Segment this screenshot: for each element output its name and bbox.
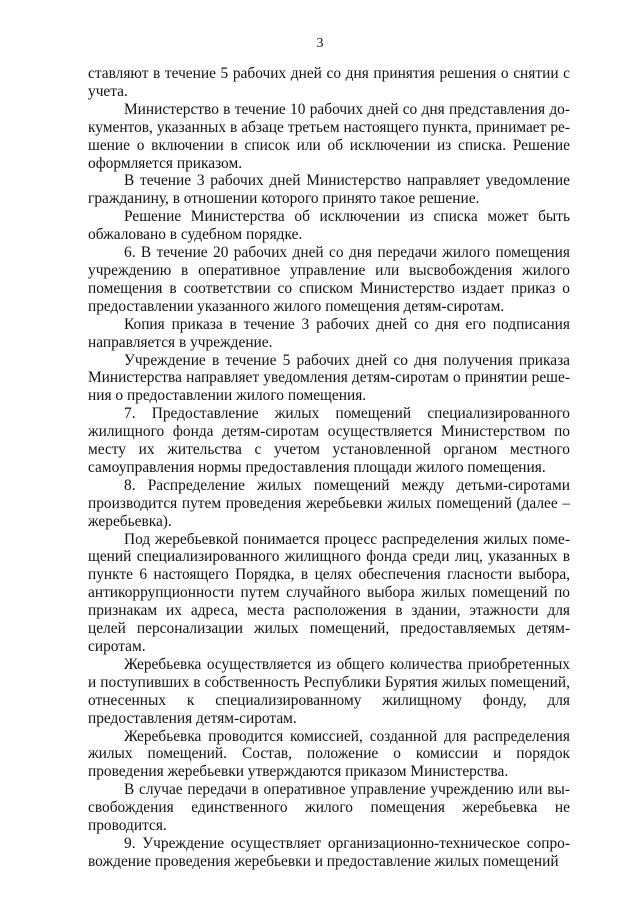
paragraph-item-7: 7. Предоставление жилых помещений специализированного жилищного фонда детям-сиротам осуществляется Министерством по месту их жительства с учетом установленной органом местного самоуправления нормы предоставления площади жилого помещения. — [88, 405, 570, 476]
paragraph: Жеребьевка проводится комиссией, созданной для распределения жилых помещений. Состав, положение о комиссии и порядок проведения жеребьевки утверждаются приказом Министерства. — [88, 727, 570, 781]
paragraph: Под жеребьевкой понимается процесс распределения жилых помещений специализированного жилищного фонда среди лиц, указанных в пункте 6 настоящего Порядка, в целях обеспечения гласности выбора, антикоррупционности путем случайного выбора жилых помещений по признакам их адреса, места расположения в здании, этажности для целей персонализации жилых помещений, предоставляемых детям-сиротам. — [88, 530, 570, 655]
page-number: 3 — [316, 36, 324, 51]
paragraph: Решение Министерства об исключении из списка может быть обжаловано в судебном порядке. — [88, 208, 570, 244]
paragraph: В случае передачи в оперативное управление учреждению или высвобождения единственного жилого помещения жеребьевка не проводится. — [88, 781, 570, 835]
paragraph-item-9: 9. Учреждение осуществляет организационно-техническое сопровождение проведения жеребьевки и предоставление жилых помещений — [88, 834, 570, 870]
paragraph-continuation: ставляют в течение 5 рабочих дней со дня принятия решения о снятии с учета. — [88, 65, 570, 100]
paragraph: Копия приказа в течение 3 рабочих дней со дня его подписания направляется в учреждение. — [88, 315, 570, 351]
paragraph: В течение 3 рабочих дней Министерство направляет уведомление гражданину, в отношении которого принято такое решение. — [88, 172, 570, 208]
document-body — [88, 65, 570, 871]
paragraph: Учреждение в течение 5 рабочих дней со дня получения приказа Министерства направляет уведомления детям-сиротам о принятии решения о предоставлении жилого помещения. — [88, 351, 570, 405]
paragraph-item-8: 8. Распределение жилых помещений между детьми-сиротами производится путем проведения жеребьевки жилых помещений (далее – жеребьевка). — [88, 476, 570, 530]
paragraph-item-6: 6. В течение 20 рабочих дней со дня передачи жилого помещения учреждению в оперативное управление или высвобождения жилого помещения в соответствии со списком Министерство издает приказ о предоставлении указанного жилого помещения детям-сиротам. — [88, 244, 570, 315]
paragraph: Министерство в течение 10 рабочих дней со дня представления документов, указанных в абзаце третьем настоящего пункта, принимает решение о включении в список или об исключении из списка. Решение оформляется приказом. — [88, 100, 570, 172]
paragraph: Жеребьевка осуществляется из общего количества приобретенных и поступивших в собственность Республики Бурятия жилых помещений, отнесенных к специализированному жилищному фонду, для предоставления детям-сиротам. — [88, 655, 570, 727]
